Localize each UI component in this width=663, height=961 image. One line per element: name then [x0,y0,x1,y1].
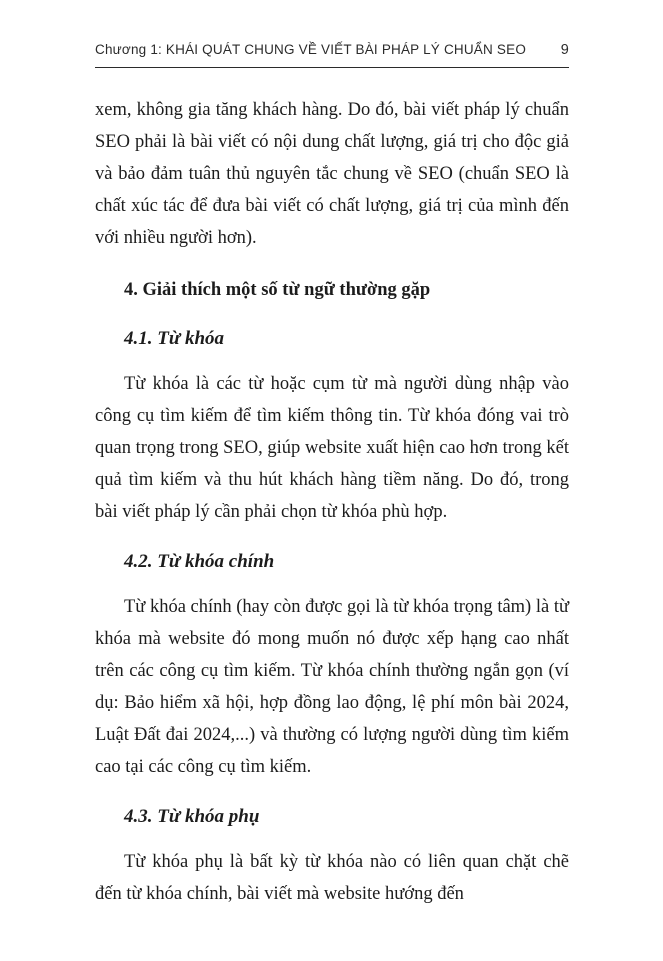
subsection-heading-4-3: 4.3. Từ khóa phụ [124,806,260,827]
page-content [95,94,569,910]
subsection-4-3-paragraph: Từ khóa phụ là bất kỳ từ khóa nào có liên quan chặt chẽ đến từ khóa chính, bài viết mà website hướng đến [95,852,569,904]
section-heading-4: 4. Giải thích một số từ ngữ thường gặp [124,280,431,300]
intro-paragraph: xem, không gia tăng khách hàng. Do đó, bài viết pháp lý chuẩn SEO phải là bài viết có nội dung chất lượng, giá trị cho độc giả và bảo đảm tuân thủ nguyên tắc chung về SEO (chuẩn SEO là chất xúc tác để đưa bài viết có chất lượng, giá trị của mình đến với nhiều người hơn). [95,100,569,248]
subsection-4-2-paragraph: Từ khóa chính (hay còn được gọi là từ khóa trọng tâm) là từ khóa mà website đó mong muốn nó được xếp hạng cao nhất trên các công cụ tìm kiếm. Từ khóa chính thường ngắn gọn (ví dụ: Bảo hiểm xã hội, hợp đồng lao động, lệ phí môn bài 2024, Luật Đất đai 2024,...) và thường có lượng người dùng tìm kiếm cao tại các công cụ tìm kiếm. [95,597,569,777]
page-header [95,42,569,68]
subsection-heading-4-1: 4.1. Từ khóa [124,328,225,349]
subsection-heading-4-2: 4.2. Từ khóa chính [124,551,275,572]
page-number: 9 [560,42,569,58]
running-title: Chương 1: KHÁI QUÁT CHUNG VỀ VIẾT BÀI PHÁP LÝ CHUẨN SEO [95,42,527,57]
subsection-4-1-paragraph: Từ khóa là các từ hoặc cụm từ mà người dùng nhập vào công cụ tìm kiếm để tìm kiếm thông tin. Từ khóa đóng vai trò quan trọng trong SEO, giúp website xuất hiện cao hơn trong kết quả tìm kiếm và thu hút khách hàng tiềm năng. Do đó, trong bài viết pháp lý cần phải chọn từ khóa phù hợp. [95,374,569,522]
